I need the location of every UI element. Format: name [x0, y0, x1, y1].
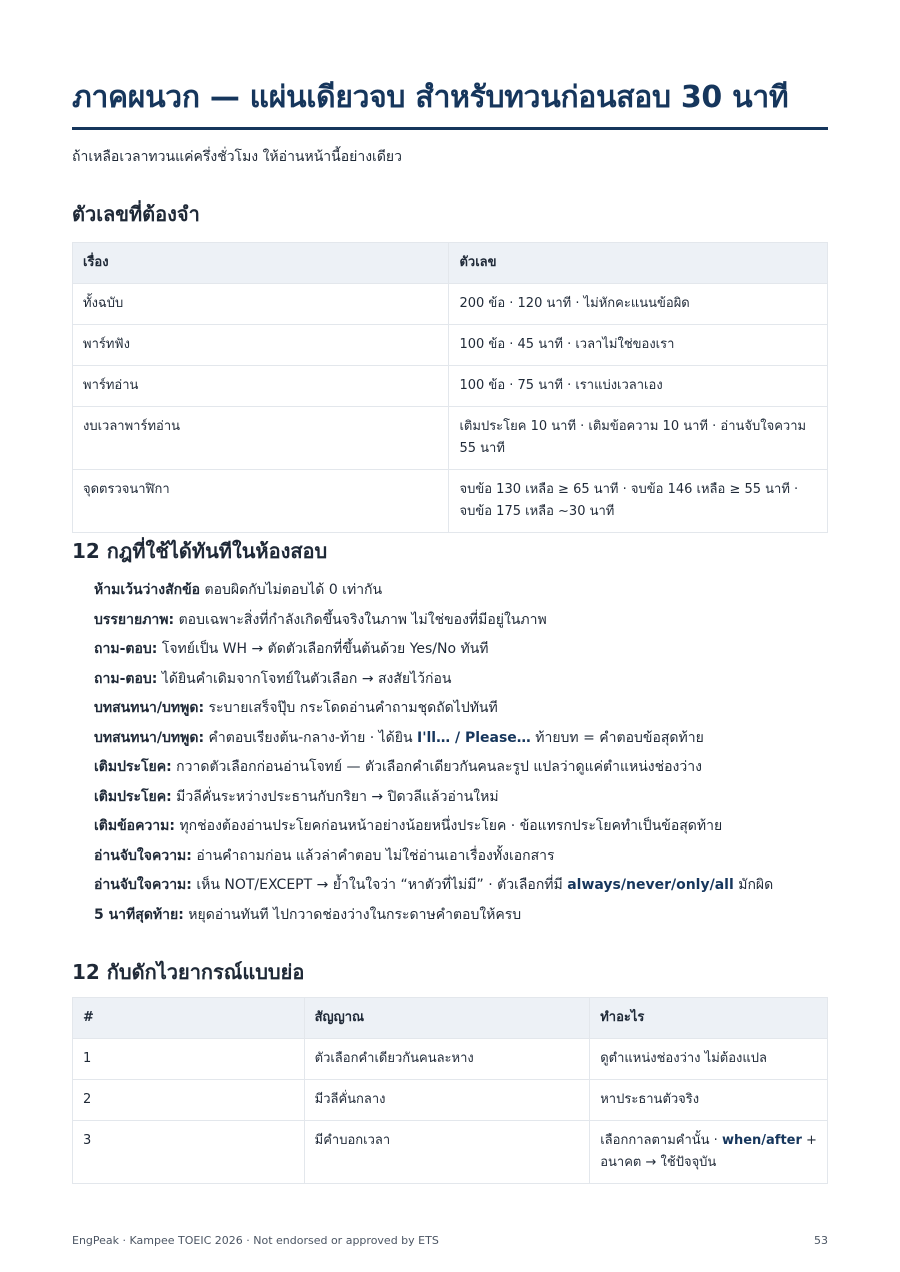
table-row [73, 1121, 828, 1184]
rule-text: ตอบเฉพาะสิ่งที่กำลังเกิดขึ้นจริงในภาพ ไม่ใช่ของที่มีอยู่ในภาพ [174, 611, 547, 628]
table-cell: ทั้งฉบับ [73, 284, 449, 325]
rule-label: 5 นาทีสุดท้าย: [94, 906, 184, 923]
trap-action-text: เลือกกาลตามคำนั้น · [600, 1133, 722, 1148]
list-item [94, 576, 834, 606]
page-number: 53 [814, 1234, 828, 1247]
rule-text: ระบายเสร็จปุ๊บ กระโดดอ่านคำถามชุดถัดไปทันที [204, 700, 498, 716]
page-title: ภาคผนวก — แผ่นเดียวจบ สำหรับทวนก่อนสอบ 30 นาที [72, 80, 789, 115]
trap-signal: มีวลีคั่นกลาง [304, 1080, 590, 1121]
table-cell: พาร์ทอ่าน [73, 366, 449, 407]
trap-action [590, 1039, 828, 1080]
rule-text: โจทย์เป็น WH → ตัดตัวเลือกที่ขึ้นต้นด้วย Yes/No ทันที [157, 641, 489, 657]
numbers-heading: ตัวเลขที่ต้องจำ [72, 202, 200, 226]
trap-signal: ตัวเลือกคำเดียวกันคนละหาง [304, 1039, 590, 1080]
trap-action [590, 1080, 828, 1121]
column-header: ตัวเลข [449, 243, 828, 284]
table-cell: เติมประโยค 10 นาที · เติมข้อความ 10 นาที · อ่านจับใจความ 55 นาที [449, 407, 828, 470]
rule-text-after: มักผิด [733, 877, 774, 893]
rule-text: ตอบผิดกับไม่ตอบได้ 0 เท่ากัน [200, 582, 383, 598]
trap-action-after: + อนาคต → ใช้ปัจจุบัน [600, 1133, 817, 1170]
rule-text: ได้ยินคำเดิมจากโจทย์ในตัวเลือก → สงสัยไว้ก่อน [157, 670, 452, 687]
rule-text: หยุดอ่านทันที ไปกวาดช่องว่างในกระดาษคำตอบให้ครบ [183, 906, 522, 923]
rules-list [94, 576, 834, 930]
list-item [94, 694, 834, 724]
table-cell: 100 ข้อ · 45 นาที · เวลาไม่ใช่ของเรา [449, 325, 828, 366]
rule-text: คำตอบเรียงต้น-กลาง-ท้าย · ได้ยิน [204, 729, 417, 746]
numbers-table [72, 242, 828, 533]
rule-label: ห้ามเว้นว่างสักข้อ [94, 582, 201, 598]
table-row [73, 284, 828, 325]
table-row [73, 366, 828, 407]
rule-label: อ่านจับใจความ: [94, 877, 192, 893]
trap-signal: มีคำบอกเวลา [304, 1121, 590, 1184]
list-item [94, 724, 834, 754]
list-item [94, 606, 834, 636]
traps-table [72, 997, 828, 1184]
rule-label: เติมข้อความ: [94, 818, 175, 834]
numbers-table-header [73, 243, 828, 284]
list-item [94, 635, 834, 665]
rules-heading: 12 กฎที่ใช้ได้ทันทีในห้องสอบ [72, 539, 328, 563]
rule-label: เติมประโยค: [94, 759, 172, 775]
list-item [94, 665, 834, 695]
rule-keyword: I'll… / Please… [416, 729, 531, 746]
rule-label: อ่านจับใจความ: [94, 847, 192, 864]
trap-action-text: ดูตำแหน่งช่องว่าง ไม่ต้องแปล [600, 1051, 767, 1066]
list-item [94, 901, 834, 931]
table-row [73, 1039, 828, 1080]
table-cell: 200 ข้อ · 120 นาที · ไม่หักคะแนนข้อผิด [449, 284, 828, 325]
rule-label: ถาม-ตอบ: [94, 641, 158, 657]
rule-label: บทสนทนา/บทพูด: [94, 729, 205, 746]
trap-number: 1 [73, 1039, 305, 1080]
column-header: # [73, 998, 305, 1039]
column-header: เรื่อง [73, 243, 449, 284]
rule-label: เติมประโยค: [94, 788, 172, 805]
rule-label: บทสนทนา/บทพูด: [94, 700, 205, 716]
rule-text: มีวลีคั่นระหว่างประธานกับกริยา → ปิดวลีแล้วอ่านใหม่ [171, 788, 499, 805]
traps-heading: 12 กับดักไวยากรณ์แบบย่อ [72, 960, 305, 984]
table-cell: จุดตรวจนาฬิกา [73, 470, 449, 533]
table-cell: 100 ข้อ · 75 นาที · เราแบ่งเวลาเอง [449, 366, 828, 407]
title-divider [72, 127, 828, 130]
rule-text: เห็น NOT/EXCEPT → ย้ำในใจว่า “หาตัวที่ไม่มี” · ตัวเลือกที่มี [191, 877, 568, 893]
list-item [94, 842, 834, 872]
traps-table-header [73, 998, 828, 1039]
trap-number: 3 [73, 1121, 305, 1184]
column-header: ทำอะไร [590, 998, 828, 1039]
page-footer [72, 1232, 828, 1250]
column-header: สัญญาณ [304, 998, 590, 1039]
rule-text: อ่านคำถามก่อน แล้วล่าคำตอบ ไม่ใช่อ่านเอาเรื่องทั้งเอกสาร [191, 847, 555, 864]
rule-text: กวาดตัวเลือกก่อนอ่านโจทย์ — ตัวเลือกคำเดียวกันคนละรูป แปลว่าดูแค่ตำแหน่งช่องว่าง [171, 759, 702, 775]
table-row [73, 470, 828, 533]
rule-text-after: ท้ายบท = คำตอบข้อสุดท้าย [530, 729, 704, 746]
table-row [73, 407, 828, 470]
rule-keyword: always/never/only/all [567, 877, 734, 893]
table-cell: งบเวลาพาร์ทอ่าน [73, 407, 449, 470]
list-item [94, 753, 834, 783]
table-row [73, 325, 828, 366]
table-cell: จบข้อ 130 เหลือ ≥ 65 นาที · จบข้อ 146 เหลือ ≥ 55 นาที · จบข้อ 175 เหลือ ~30 นาที [449, 470, 828, 533]
rule-label: ถาม-ตอบ: [94, 670, 158, 687]
trap-keyword: when/after [721, 1133, 802, 1148]
rule-label: บรรยายภาพ: [94, 611, 175, 628]
table-row [73, 1080, 828, 1121]
trap-action [590, 1121, 828, 1184]
footer-text: EngPeak · Kampee TOEIC 2026 · Not endorsed or approved by ETS [72, 1234, 439, 1247]
trap-action-text: หาประธานตัวจริง [600, 1092, 700, 1107]
list-item [94, 783, 834, 813]
trap-number: 2 [73, 1080, 305, 1121]
rule-text: ทุกช่องต้องอ่านประโยคก่อนหน้าอย่างน้อยหนึ่งประโยค · ข้อแทรกประโยคทำเป็นข้อสุดท้าย [175, 818, 723, 834]
page-subtitle: ถ้าเหลือเวลาทวนแค่ครึ่งชั่วโมง ให้อ่านหน้านี้อย่างเดียว [72, 149, 402, 165]
table-cell: พาร์ทฟัง [73, 325, 449, 366]
list-item [94, 812, 834, 842]
list-item [94, 871, 834, 901]
